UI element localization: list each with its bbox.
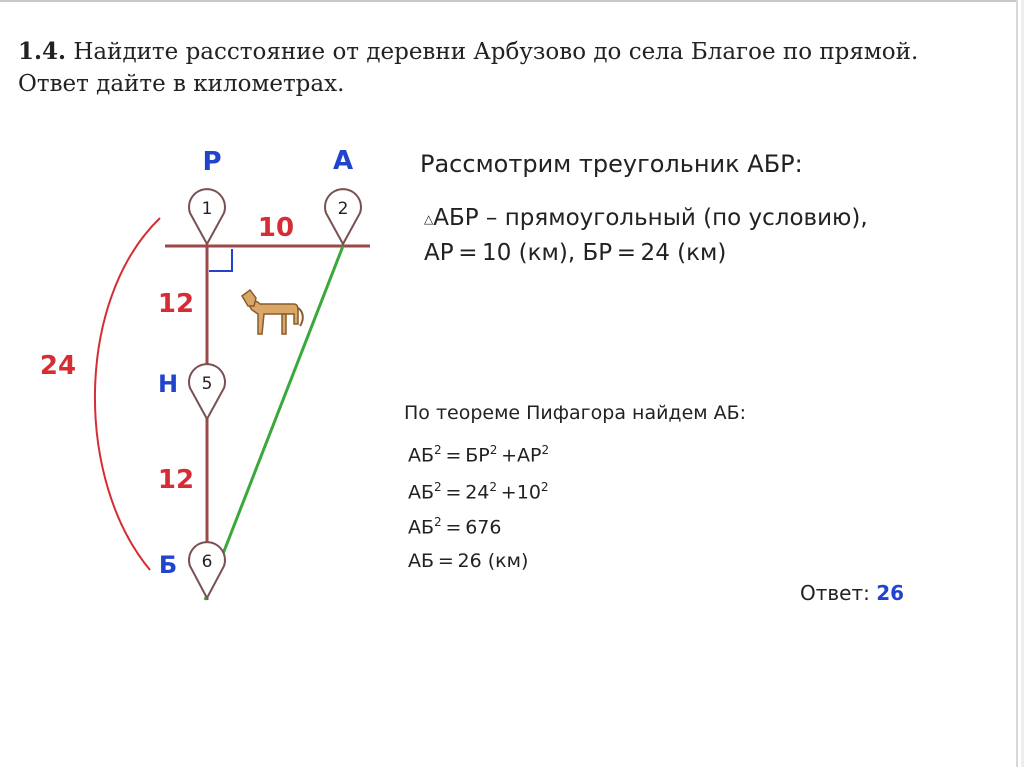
eq2-term-b: = 24 <box>441 481 490 504</box>
triangle-icon: △ <box>424 212 434 226</box>
equation-4: АБ = 26 (км) <box>408 550 529 572</box>
pin-5-icon <box>189 364 225 419</box>
eq1-exp-b: 2 <box>489 443 498 457</box>
answer-label: Ответ: <box>800 581 877 605</box>
answer-value: 26 <box>876 581 905 605</box>
equation-1 <box>408 443 549 466</box>
eq3-exp-a: 2 <box>434 515 442 529</box>
eq1-exp-a: 2 <box>434 443 442 457</box>
pin-2-number: 2 <box>337 199 349 219</box>
eq3-lhs: АБ <box>408 516 435 539</box>
eq2-lhs: АБ <box>408 481 435 504</box>
point-label-p: Р <box>202 147 222 177</box>
eq2-exp-b: 2 <box>489 480 498 494</box>
eq2-exp-a: 2 <box>434 480 442 494</box>
solution-consider-title: Рассмотрим треугольник АБР: <box>420 150 803 178</box>
eq2-term-c: +10 <box>497 481 541 504</box>
point-label-a: А <box>332 146 354 176</box>
problem-text-line2: Ответ дайте в километрах. <box>18 71 345 97</box>
hypotenuse-ab-line <box>205 246 343 600</box>
point-label-h: Н <box>157 370 179 398</box>
pin-2-icon <box>325 189 361 244</box>
eq1-term-c: +АР <box>497 444 542 467</box>
equation-2 <box>408 480 549 503</box>
problem-number: 1.4. <box>18 38 67 65</box>
solution-condition-lengths: АР = 10 (км), БР = 24 (км) <box>424 240 727 266</box>
pin-6-number: 6 <box>201 552 213 572</box>
equation-3 <box>408 515 501 538</box>
length-label-hb: 12 <box>157 465 195 495</box>
point-label-b: Б <box>158 551 178 579</box>
eq3-rhs: = 676 <box>441 516 502 539</box>
eq2-exp-c: 2 <box>540 480 549 494</box>
pin-6-icon <box>189 542 225 598</box>
answer-line <box>800 581 904 605</box>
distance-arc-pb <box>95 218 160 570</box>
solution-pythagoras-line: По теореме Пифагора найдем АБ: <box>404 402 747 424</box>
pin-5-number: 5 <box>201 374 213 394</box>
pin-1-number: 1 <box>201 199 213 219</box>
length-label-ph: 12 <box>157 289 195 319</box>
length-label-pa: 10 <box>257 213 295 243</box>
problem-text-line1: Найдите расстояние от деревни Арбузово до села Благое по прямой. <box>66 39 919 65</box>
length-label-pb: 24 <box>39 351 77 381</box>
pin-1-icon <box>189 189 225 244</box>
horse-icon <box>242 290 303 334</box>
solution-cond1-text: АБР – прямоугольный (по условию), <box>433 205 868 231</box>
eq1-exp-c: 2 <box>541 443 550 457</box>
right-angle-mark <box>209 249 232 271</box>
solution-condition-right-triangle <box>424 205 868 231</box>
eq1-lhs: АБ <box>408 444 435 467</box>
eq1-term-b: = БР <box>441 444 490 467</box>
